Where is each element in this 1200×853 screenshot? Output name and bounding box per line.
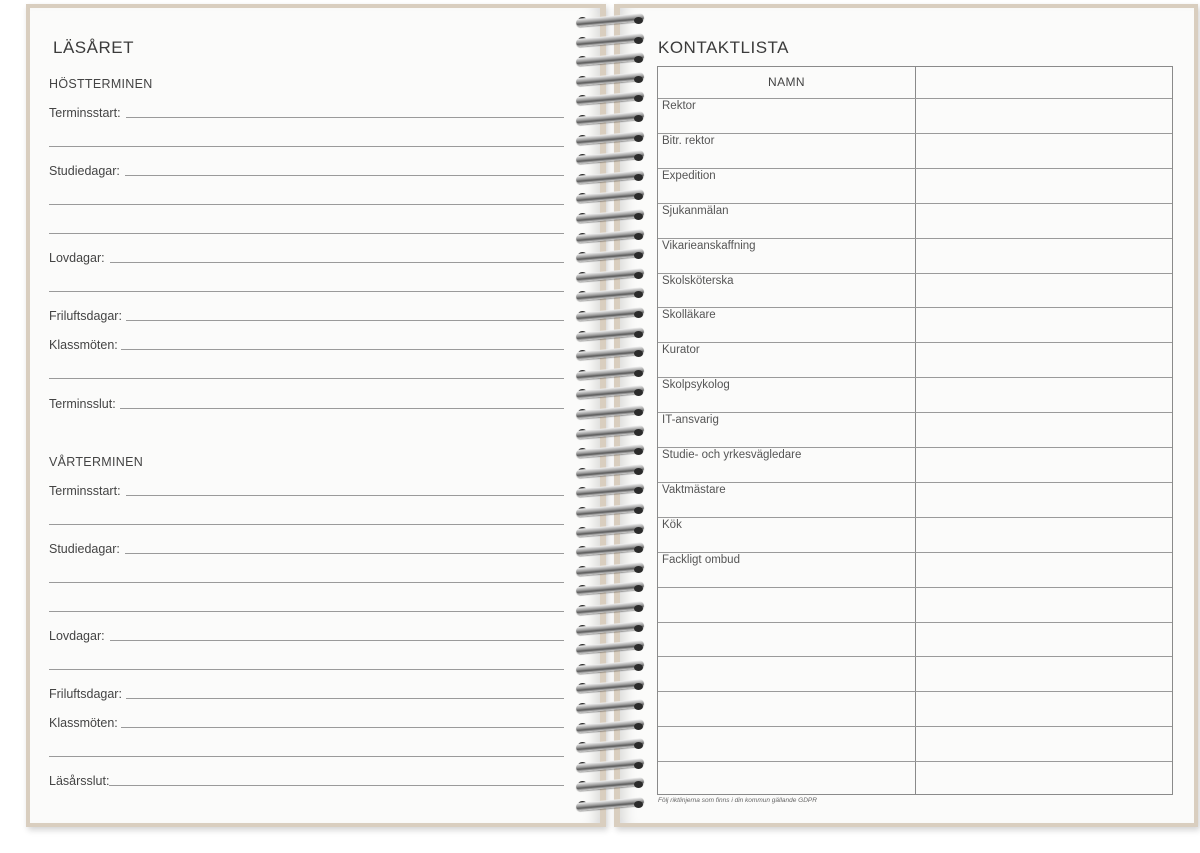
punch-hole	[634, 723, 643, 730]
spiral-coil	[572, 778, 648, 792]
punch-hole	[634, 193, 643, 200]
field-label-studiedagar: Studiedagar:	[49, 164, 120, 178]
spiral-coil	[572, 230, 648, 244]
punch-hole	[634, 585, 643, 592]
spiral-coil	[572, 739, 648, 753]
spiral-coil	[572, 641, 648, 655]
field-label-friluftsdagar: Friluftsdagar:	[49, 687, 122, 701]
punch-hole	[634, 135, 643, 142]
table-row-label: Vaktmästare	[662, 483, 726, 496]
punch-hole	[634, 331, 643, 338]
table-row[interactable]	[658, 168, 1172, 203]
table-row[interactable]	[658, 622, 1172, 657]
punch-hole	[634, 56, 643, 63]
write-line[interactable]	[120, 408, 564, 409]
punch-hole	[634, 252, 643, 259]
write-line[interactable]	[126, 320, 564, 321]
punch-hole	[634, 291, 643, 298]
table-row-label: IT-ansvarig	[662, 414, 719, 427]
spiral-coil	[572, 132, 648, 146]
punch-hole	[634, 311, 643, 318]
punch-hole	[634, 233, 643, 240]
table-row-label: Skolsköterska	[662, 274, 734, 287]
write-line[interactable]	[121, 349, 564, 350]
spiral-coil	[572, 14, 648, 28]
table-row-label: Kurator	[662, 344, 700, 357]
punch-hole	[634, 389, 643, 396]
punch-hole	[634, 703, 643, 710]
punch-hole	[634, 95, 643, 102]
punch-hole	[634, 644, 643, 651]
write-line[interactable]	[49, 669, 564, 670]
spiral-coil	[572, 308, 648, 322]
table-row-label: Vikarieanskaffning	[662, 239, 756, 252]
spiral-coil	[572, 720, 648, 734]
spiral-coil	[572, 661, 648, 675]
punch-hole	[634, 683, 643, 690]
spiral-coil	[572, 484, 648, 498]
spiral-coil	[572, 798, 648, 812]
spiral-coil	[572, 367, 648, 381]
spiral-coil	[572, 151, 648, 165]
write-line[interactable]	[49, 582, 564, 583]
spiral-coil	[572, 112, 648, 126]
field-label-lasarsslut: Läsårsslut:	[49, 774, 110, 788]
table-row-label: Skolläkare	[662, 309, 716, 322]
spiral-coil	[572, 171, 648, 185]
punch-hole	[634, 742, 643, 749]
spiral-coil	[572, 386, 648, 400]
punch-hole	[634, 17, 643, 24]
spiral-coil	[572, 269, 648, 283]
spiral-coil	[572, 563, 648, 577]
spiral-coil	[572, 34, 648, 48]
column-header-namn: NAMN	[768, 75, 805, 89]
write-line[interactable]	[126, 117, 564, 118]
write-line[interactable]	[49, 378, 564, 379]
punch-hole	[634, 115, 643, 122]
table-row[interactable]	[658, 482, 1172, 517]
contact-table	[657, 66, 1173, 795]
table-row[interactable]	[658, 133, 1172, 168]
write-line[interactable]	[126, 698, 564, 699]
spiral-coil	[572, 524, 648, 538]
spiral-coil	[572, 602, 648, 616]
spiral-coil	[572, 190, 648, 204]
write-line[interactable]	[125, 175, 564, 176]
table-row-label: Kök	[662, 518, 682, 531]
write-line[interactable]	[49, 204, 564, 205]
write-line[interactable]	[121, 727, 564, 728]
spiral-coil	[572, 680, 648, 694]
table-row-label: Fackligt ombud	[662, 553, 740, 566]
table-row[interactable]	[658, 656, 1172, 691]
table-row[interactable]	[658, 203, 1172, 238]
punch-hole	[634, 801, 643, 808]
table-row[interactable]	[658, 273, 1172, 308]
spiral-coil	[572, 426, 648, 440]
table-row-label: Rektor	[662, 100, 696, 112]
punch-hole	[634, 448, 643, 455]
write-line[interactable]	[109, 785, 564, 786]
table-row[interactable]	[658, 307, 1172, 342]
punch-hole	[634, 76, 643, 83]
spiral-coil	[572, 504, 648, 518]
spiral-coil	[572, 445, 648, 459]
table-row[interactable]	[658, 761, 1172, 796]
table-row[interactable]	[658, 377, 1172, 412]
field-label-terminsstart: Terminsstart:	[49, 484, 121, 498]
field-label-lovdagar: Lovdagar:	[49, 629, 105, 643]
punch-hole	[634, 487, 643, 494]
spiral-coil	[572, 210, 648, 224]
table-row-label: Skolpsykolog	[662, 379, 730, 392]
punch-hole	[634, 507, 643, 514]
write-line[interactable]	[49, 146, 564, 147]
write-line[interactable]	[49, 291, 564, 292]
spiral-coil	[572, 288, 648, 302]
punch-hole	[634, 429, 643, 436]
table-row[interactable]	[658, 726, 1172, 761]
punch-hole	[634, 37, 643, 44]
punch-hole	[634, 468, 643, 475]
spiral-coil	[572, 406, 648, 420]
field-label-terminsstart: Terminsstart:	[49, 106, 121, 120]
right-page-title: KONTAKTLISTA	[658, 38, 790, 57]
field-label-terminsslut: Terminsslut:	[49, 397, 116, 411]
spiral-coil	[572, 465, 648, 479]
punch-hole	[634, 154, 643, 161]
spiral-coil	[572, 582, 648, 596]
punch-hole	[634, 605, 643, 612]
spiral-coil	[572, 543, 648, 557]
section-title-varterminen: VÅRTERMINEN	[49, 455, 144, 469]
spiral-coil	[572, 53, 648, 67]
write-line[interactable]	[49, 233, 564, 234]
punch-hole	[634, 409, 643, 416]
gdpr-footnote: Följ riktlinjerna som finns i din kommun gällande GDPR	[658, 797, 817, 804]
punch-hole	[634, 527, 643, 534]
spiral-coil	[572, 73, 648, 87]
punch-hole	[634, 370, 643, 377]
punch-hole	[634, 546, 643, 553]
punch-hole	[634, 350, 643, 357]
punch-hole	[634, 781, 643, 788]
spiral-coil	[572, 622, 648, 636]
table-row-label: Expedition	[662, 169, 716, 182]
table-row[interactable]	[658, 691, 1172, 726]
spiral-coil	[572, 249, 648, 263]
write-line[interactable]	[110, 262, 564, 263]
punch-hole	[634, 174, 643, 181]
write-line[interactable]	[49, 756, 564, 757]
spiral-coil	[572, 328, 648, 342]
table-row-label: Sjukanmälan	[662, 204, 729, 217]
field-label-klassmoten: Klassmöten:	[49, 716, 118, 730]
spiral-coil	[572, 759, 648, 773]
write-line[interactable]	[125, 553, 564, 554]
punch-hole	[634, 213, 643, 220]
spiral-coil	[572, 92, 648, 106]
table-row[interactable]	[658, 587, 1172, 622]
write-line[interactable]	[110, 640, 564, 641]
write-line[interactable]	[126, 495, 564, 496]
section-title-hostterminen: HÖSTTERMINEN	[49, 77, 153, 91]
write-line[interactable]	[49, 524, 564, 525]
left-page-title: LÄSÅRET	[53, 38, 134, 57]
punch-hole	[634, 664, 643, 671]
punch-hole	[634, 566, 643, 573]
table-row[interactable]	[658, 342, 1172, 377]
table-row[interactable]	[658, 412, 1172, 447]
punch-hole	[634, 272, 643, 279]
table-row[interactable]	[658, 98, 1172, 133]
punch-hole	[634, 625, 643, 632]
field-label-friluftsdagar: Friluftsdagar:	[49, 309, 122, 323]
spiral-coil	[572, 347, 648, 361]
punch-hole	[634, 762, 643, 769]
spiral-binding	[572, 14, 648, 819]
write-line[interactable]	[49, 611, 564, 612]
table-row-label: Studie- och yrkesvägledare	[662, 449, 802, 461]
field-label-studiedagar: Studiedagar:	[49, 542, 120, 556]
table-row-label: Bitr. rektor	[662, 134, 715, 147]
field-label-klassmoten: Klassmöten:	[49, 338, 118, 352]
spiral-coil	[572, 700, 648, 714]
field-label-lovdagar: Lovdagar:	[49, 251, 105, 265]
table-row[interactable]	[658, 517, 1172, 552]
